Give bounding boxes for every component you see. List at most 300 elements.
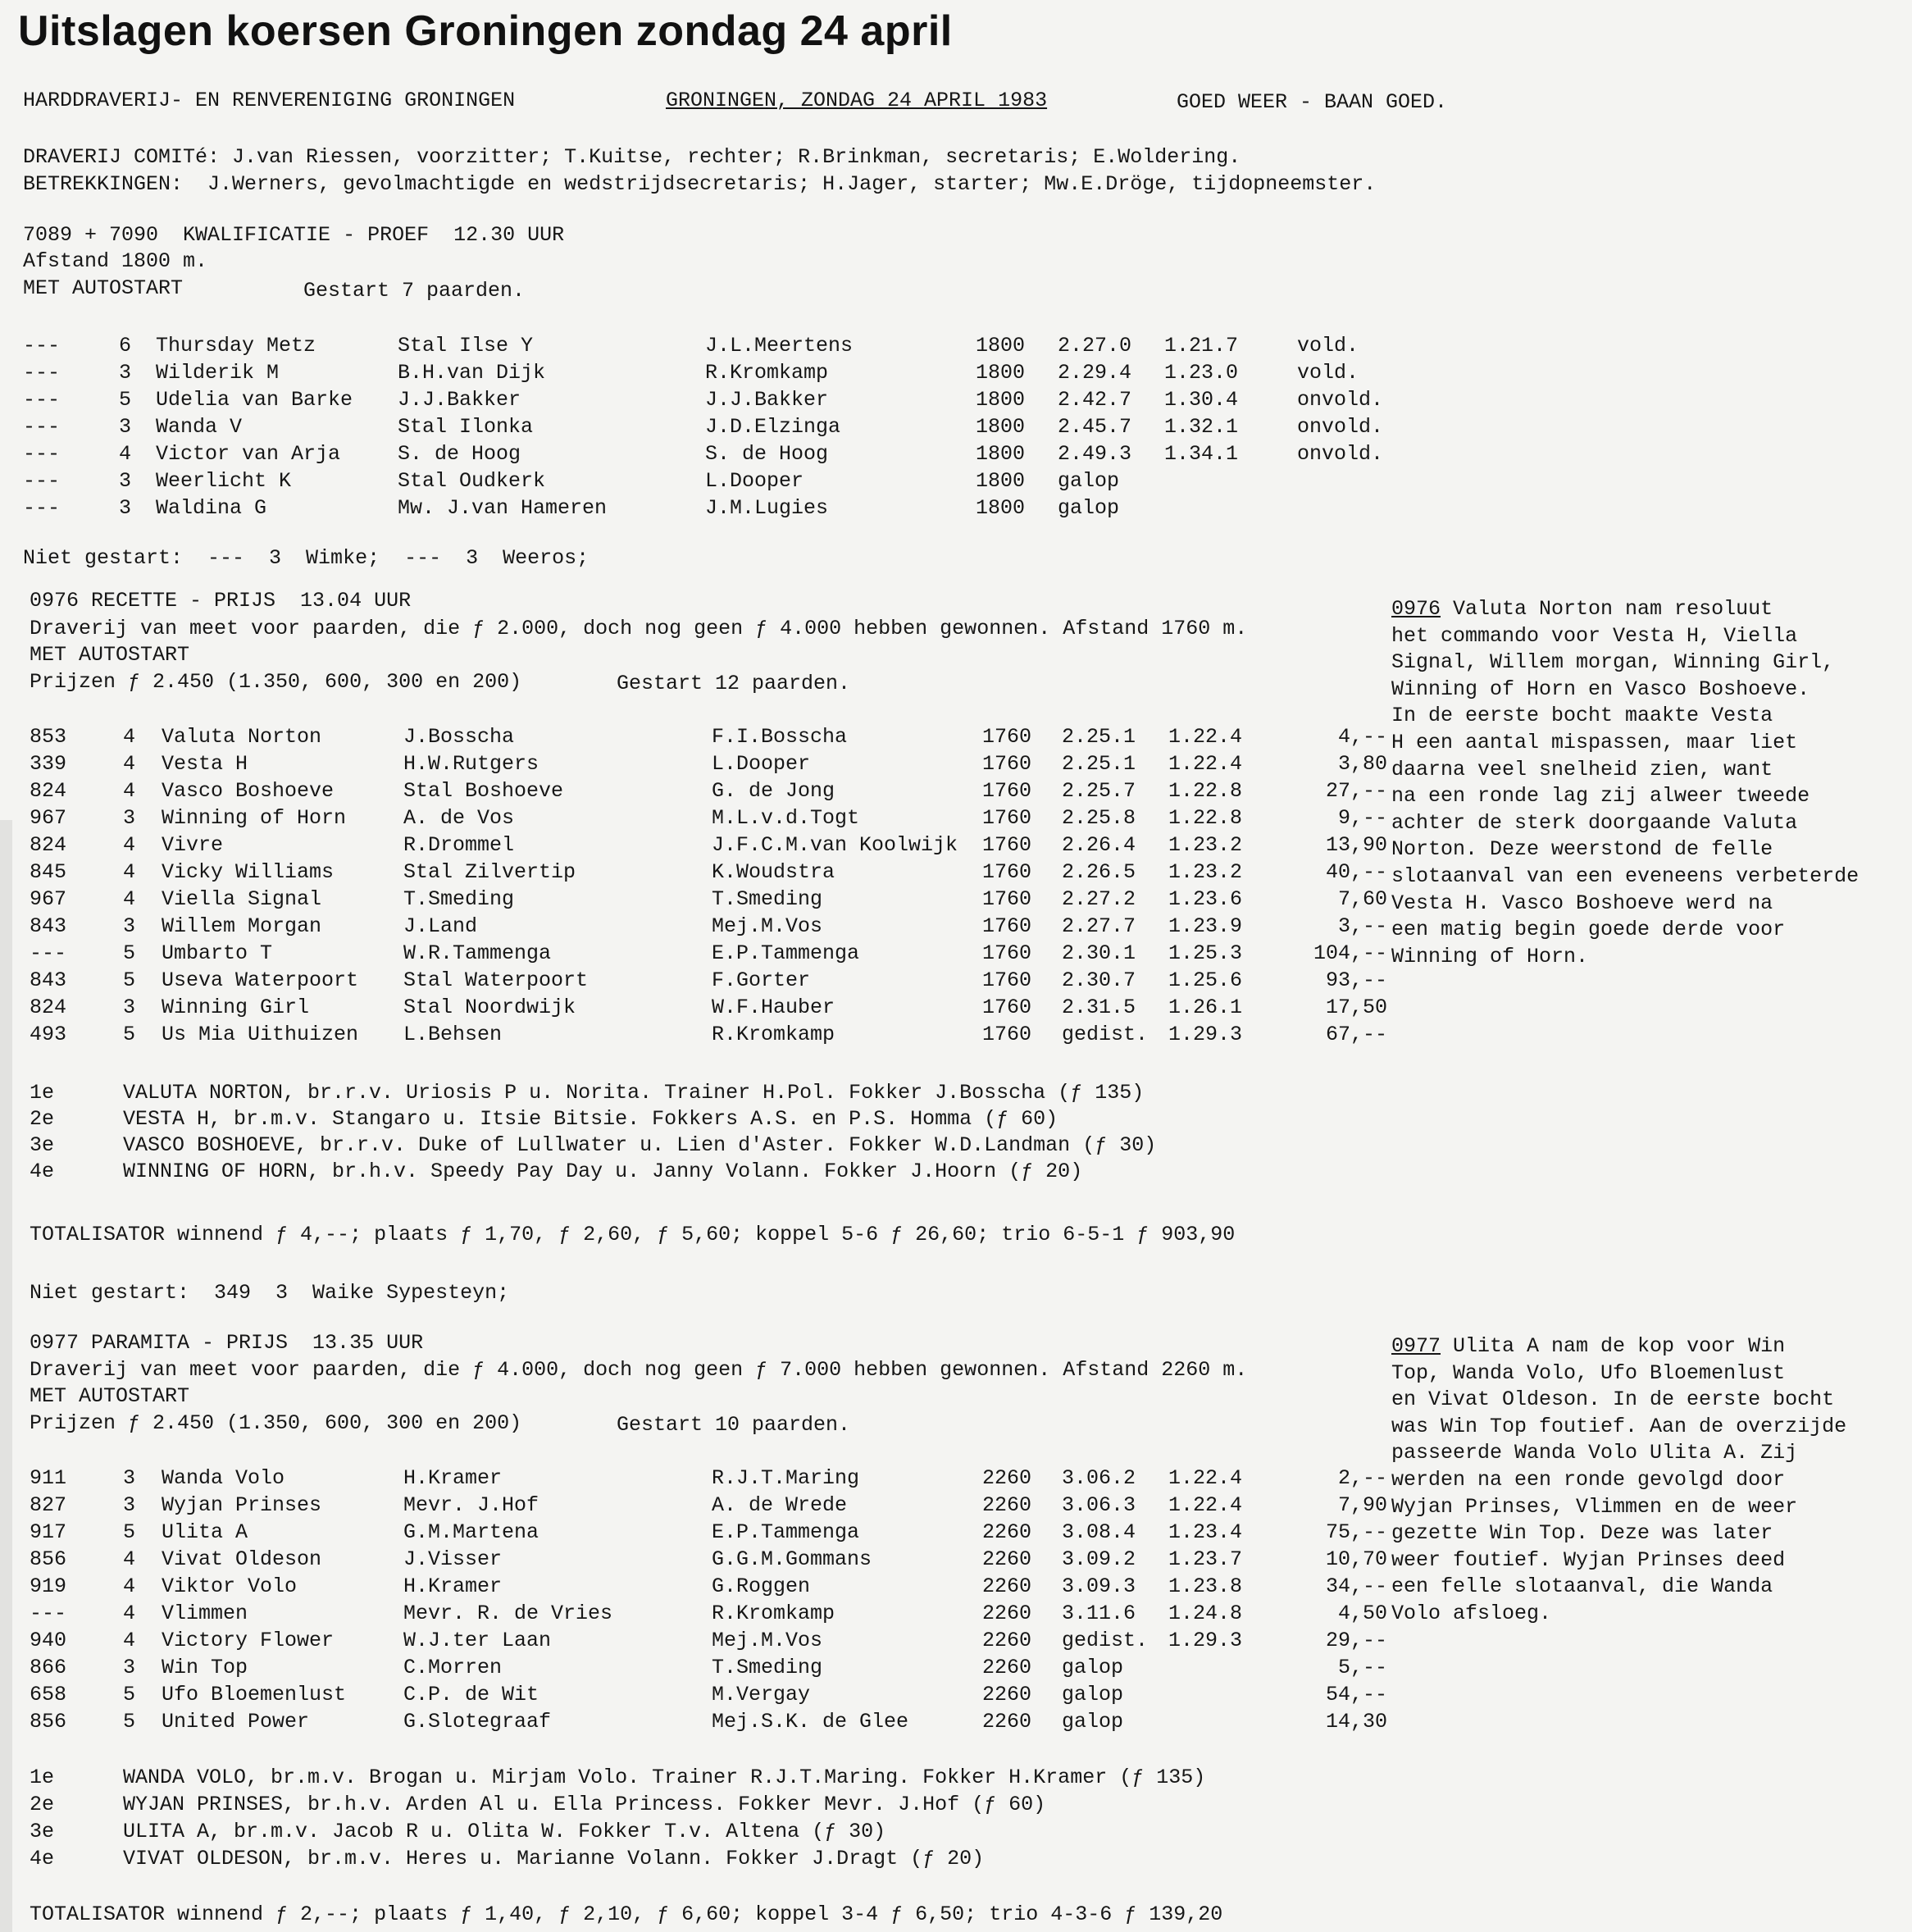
placing-description: VESTA H, br.m.v. Stangaro u. Itsie Bitsie. Fokkers A.S. en P.S. Homma (ƒ 60) [123, 1107, 1058, 1131]
table-row [0, 1574, 1394, 1602]
cell-age: 5 [123, 1023, 136, 1046]
table-row [0, 752, 1394, 779]
cell-horse: Winning of Horn [162, 806, 347, 830]
cell-dist: 2260 [982, 1710, 1032, 1734]
cell-time: 2.29.4 [1058, 361, 1132, 385]
place-date: GRONINGEN, ZONDAG 24 APRIL 1983 [666, 89, 1048, 112]
table-row [0, 725, 1394, 752]
cell-res: onvold. [1297, 415, 1384, 439]
cell-owner: W.R.Tammenga [403, 941, 552, 965]
cell-km: 1.23.8 [1168, 1574, 1243, 1598]
cell-time: 3.06.3 [1062, 1493, 1136, 1517]
cell-num: 827 [30, 1493, 67, 1517]
cell-km: 1.22.8 [1168, 806, 1243, 830]
cell-owner: Stal Waterpoort [403, 968, 589, 992]
cell-age: 4 [123, 725, 136, 749]
cell-km: 1.24.8 [1168, 1602, 1243, 1625]
race2-conditions: Draverij van meet voor paarden, die ƒ 2.000, doch nog geen ƒ 4.000 hebben gewonnen. Afstand 1760 m. [30, 617, 1248, 640]
cell-odds: 17,50 [1325, 996, 1387, 1019]
cell-odds: 5,-- [1337, 1656, 1387, 1679]
cell-odds: 7,90 [1337, 1493, 1387, 1517]
cell-horse: United Power [162, 1710, 310, 1734]
cell-driver: L.Dooper [705, 469, 804, 493]
cell-horse: Vivat Oldeson [162, 1547, 322, 1571]
race3-prizes: Prijzen ƒ 2.450 (1.350, 600, 300 en 200) [30, 1411, 522, 1435]
race2-not-started: Niet gestart: 349 3 Waike Sypesteyn; [30, 1281, 510, 1305]
race1-not-started: Niet gestart: --- 3 Wimke; --- 3 Weeros; [23, 546, 590, 570]
cell-km: 1.22.4 [1168, 752, 1243, 776]
cell-horse: Useva Waterpoort [162, 968, 359, 992]
cell-odds: 9,-- [1337, 806, 1387, 830]
cell-num: --- [23, 469, 61, 493]
cell-km: 1.23.2 [1168, 860, 1243, 884]
cell-km: 1.26.1 [1168, 996, 1243, 1019]
table-row [0, 1710, 1394, 1737]
table-row [0, 415, 1394, 442]
cell-horse: Vasco Boshoeve [162, 779, 335, 803]
race3-report-first-line: Ulita A nam de kop voor Win [1441, 1334, 1786, 1358]
cell-dist: 1760 [982, 1023, 1032, 1046]
cell-horse: Ulita A [162, 1520, 248, 1544]
cell-km: 1.29.3 [1168, 1629, 1243, 1652]
cell-age: 3 [123, 1493, 136, 1517]
cell-dist: 1760 [982, 752, 1032, 776]
race2-report-text: het commando voor Vesta H, Viella Signal, Willem morgan, Winning Girl, Winning of Horn en Vasco Boshoeve. In de eerste bocht maakte Vesta H een aantal mispassen, maar liet daarna veel snelheid zien, want na een ronde lag zij alweer tweede achter de sterk doorgaande Valuta Norton. Deze weerstond de felle slotaanval van een eveneens verbeterde Vesta H. Vasco Boshoeve werd na een matig begin goede derde voor Winning of Horn. [1391, 623, 1860, 968]
cell-km: 1.22.4 [1168, 1466, 1243, 1490]
cell-owner: Stal Boshoeve [403, 779, 564, 803]
cell-owner: L.Behsen [403, 1023, 503, 1046]
placing-position: 2e [30, 1107, 55, 1131]
cell-age: 3 [123, 1466, 136, 1490]
cell-num: 845 [30, 860, 67, 884]
cell-time: 2.27.7 [1062, 914, 1136, 938]
cell-time: 3.06.2 [1062, 1466, 1136, 1490]
cell-horse: Wanda V [156, 415, 243, 439]
cell-driver: M.Vergay [712, 1683, 811, 1706]
cell-num: 866 [30, 1656, 67, 1679]
cell-owner: J.Bosscha [403, 725, 515, 749]
cell-num: 856 [30, 1710, 67, 1734]
cell-horse: Win Top [162, 1656, 248, 1679]
race1-distance: Afstand 1800 m. [23, 249, 208, 273]
placing-position: 3e [30, 1820, 55, 1843]
cell-owner: Mevr. R. de Vries [403, 1602, 613, 1625]
cell-km: 1.25.3 [1168, 941, 1243, 965]
table-row [0, 334, 1394, 361]
cell-odds: 67,-- [1325, 1023, 1387, 1046]
placing-description: WANDA VOLO, br.m.v. Brogan u. Mirjam Volo. Trainer R.J.T.Maring. Fokker H.Kramer (ƒ 135) [123, 1766, 1206, 1789]
table-row [0, 1023, 1394, 1050]
race3-start-type: MET AUTOSTART [30, 1384, 190, 1408]
cell-dist: 1800 [976, 469, 1026, 493]
cell-km: 1.23.2 [1168, 833, 1243, 857]
cell-num: 919 [30, 1574, 67, 1598]
cell-driver: Mej.M.Vos [712, 1629, 823, 1652]
cell-age: 4 [123, 860, 136, 884]
cell-time: 3.09.3 [1062, 1574, 1136, 1598]
cell-driver: G. de Jong [712, 779, 835, 803]
cell-odds: 29,-- [1325, 1629, 1387, 1652]
cell-res: vold. [1297, 334, 1359, 358]
table-row [0, 968, 1394, 996]
cell-km: 1.32.1 [1164, 415, 1239, 439]
cell-num: 824 [30, 833, 67, 857]
cell-dist: 2260 [982, 1547, 1032, 1571]
cell-time: 2.25.1 [1062, 752, 1136, 776]
committee-line: DRAVERIJ COMITé: J.van Riessen, voorzitter; T.Kuitse, rechter; R.Brinkman, secretaris; E.Woldering. [23, 145, 1241, 169]
cell-owner: C.Morren [403, 1656, 503, 1679]
table-row [0, 1629, 1394, 1656]
cell-age: 6 [119, 334, 132, 358]
cell-km: 1.23.9 [1168, 914, 1243, 938]
race3-started-count: Gestart 10 paarden. [617, 1413, 851, 1437]
cell-age: 5 [123, 941, 136, 965]
placing-position: 3e [30, 1133, 55, 1157]
race1-started-count: Gestart 7 paarden. [303, 279, 526, 303]
cell-dist: 1800 [976, 361, 1026, 385]
cell-owner: Mevr. J.Hof [403, 1493, 539, 1517]
table-row [0, 1602, 1394, 1629]
table-row [0, 941, 1394, 968]
cell-num: --- [30, 1602, 67, 1625]
cell-driver: F.I.Bosscha [712, 725, 848, 749]
cell-dist: 2260 [982, 1629, 1032, 1652]
cell-km: 1.23.0 [1164, 361, 1239, 385]
placing-position: 1e [30, 1081, 55, 1105]
cell-horse: Vesta H [162, 752, 248, 776]
cell-horse: Wanda Volo [162, 1466, 285, 1490]
cell-dist: 1760 [982, 779, 1032, 803]
cell-odds: 2,-- [1337, 1466, 1387, 1490]
cell-driver: G.G.M.Gommans [712, 1547, 872, 1571]
cell-odds: 3,-- [1337, 914, 1387, 938]
cell-num: 658 [30, 1683, 67, 1706]
cell-age: 4 [123, 779, 136, 803]
cell-dist: 1760 [982, 914, 1032, 938]
cell-odds: 3,80 [1337, 752, 1387, 776]
cell-horse: Viktor Volo [162, 1574, 298, 1598]
cell-age: 5 [119, 388, 132, 412]
cell-driver: M.L.v.d.Togt [712, 806, 860, 830]
cell-owner: A. de Vos [403, 806, 515, 830]
cell-time: 2.42.7 [1058, 388, 1132, 412]
cell-res: vold. [1297, 361, 1359, 385]
cell-driver: J.L.Meertens [705, 334, 854, 358]
cell-time: 3.09.2 [1062, 1547, 1136, 1571]
cell-odds: 10,70 [1325, 1547, 1387, 1571]
cell-dist: 2260 [982, 1683, 1032, 1706]
cell-driver: Mej.M.Vos [712, 914, 823, 938]
table-row [0, 833, 1394, 860]
officials-line: BETREKKINGEN: J.Werners, gevolmachtigde en wedstrijdsecretaris; H.Jager, starter; Mw.E.Dröge, tijdopneemster. [23, 172, 1377, 196]
race3-report-code: 0977 [1391, 1334, 1441, 1358]
cell-num: 339 [30, 752, 67, 776]
cell-driver: K.Woudstra [712, 860, 835, 884]
cell-km: 1.34.1 [1164, 442, 1239, 466]
race2-report [1391, 596, 1912, 970]
cell-time: 2.26.5 [1062, 860, 1136, 884]
cell-num: 493 [30, 1023, 67, 1046]
cell-time: galop [1062, 1710, 1124, 1734]
table-row [0, 1547, 1394, 1574]
cell-time: 2.31.5 [1062, 996, 1136, 1019]
cell-num: 824 [30, 996, 67, 1019]
table-row [0, 779, 1394, 806]
cell-num: 967 [30, 887, 67, 911]
cell-owner: T.Smeding [403, 887, 515, 911]
table-row [0, 1466, 1394, 1493]
cell-num: 824 [30, 779, 67, 803]
table-row [0, 496, 1394, 523]
placing-description: VASCO BOSHOEVE, br.r.v. Duke of Lullwater u. Lien d'Aster. Fokker W.D.Landman (ƒ 30) [123, 1133, 1157, 1157]
cell-age: 4 [123, 1629, 136, 1652]
cell-num: --- [23, 415, 61, 439]
cell-dist: 2260 [982, 1602, 1032, 1625]
cell-km: 1.22.4 [1168, 1493, 1243, 1517]
race2-started-count: Gestart 12 paarden. [617, 672, 851, 695]
cell-owner: H.Kramer [403, 1466, 503, 1490]
cell-num: 843 [30, 968, 67, 992]
cell-odds: 27,-- [1325, 779, 1387, 803]
cell-odds: 14,30 [1325, 1710, 1387, 1734]
cell-age: 5 [123, 1520, 136, 1544]
cell-horse: Thursday Metz [156, 334, 316, 358]
cell-age: 4 [119, 442, 132, 466]
cell-age: 3 [119, 415, 132, 439]
cell-owner: Mw. J.van Hameren [398, 496, 608, 520]
cell-res: onvold. [1297, 442, 1384, 466]
cell-time: 2.25.8 [1062, 806, 1136, 830]
cell-driver: Mej.S.K. de Glee [712, 1710, 909, 1734]
race2-prizes: Prijzen ƒ 2.450 (1.350, 600, 300 en 200) [30, 670, 522, 694]
cell-age: 5 [123, 1683, 136, 1706]
cell-km: 1.29.3 [1168, 1023, 1243, 1046]
cell-time: 2.49.3 [1058, 442, 1132, 466]
cell-km: 1.23.6 [1168, 887, 1243, 911]
cell-age: 3 [119, 361, 132, 385]
cell-driver: R.Kromkamp [712, 1602, 835, 1625]
cell-age: 3 [119, 469, 132, 493]
cell-dist: 2260 [982, 1574, 1032, 1598]
placing-description: WINNING OF HORN, br.h.v. Speedy Pay Day u. Janny Volann. Fokker J.Hoorn (ƒ 20) [123, 1160, 1083, 1183]
placing-position: 2e [30, 1793, 55, 1816]
cell-driver: E.P.Tammenga [712, 941, 860, 965]
cell-driver: J.M.Lugies [705, 496, 829, 520]
table-row [0, 1493, 1394, 1520]
race3-conditions: Draverij van meet voor paarden, die ƒ 4.000, doch nog geen ƒ 7.000 hebben gewonnen. Afstand 2260 m. [30, 1358, 1248, 1382]
cell-km: 1.25.6 [1168, 968, 1243, 992]
cell-driver: T.Smeding [712, 1656, 823, 1679]
cell-dist: 1800 [976, 334, 1026, 358]
cell-odds: 93,-- [1325, 968, 1387, 992]
cell-time: galop [1062, 1656, 1124, 1679]
cell-num: --- [23, 496, 61, 520]
cell-owner: Stal Oudkerk [398, 469, 546, 493]
cell-owner: G.M.Martena [403, 1520, 539, 1544]
cell-driver: J.F.C.M.van Koolwijk [712, 833, 958, 857]
race1-start-type: MET AUTOSTART [23, 276, 184, 300]
table-row [0, 361, 1394, 388]
cell-owner: Stal Noordwijk [403, 996, 576, 1019]
cell-dist: 2260 [982, 1493, 1032, 1517]
cell-res: onvold. [1297, 388, 1384, 412]
cell-time: galop [1058, 496, 1120, 520]
cell-owner: R.Drommel [403, 833, 515, 857]
cell-driver: E.P.Tammenga [712, 1520, 860, 1544]
cell-owner: H.W.Rutgers [403, 752, 539, 776]
cell-time: gedist. [1062, 1629, 1149, 1652]
cell-num: 843 [30, 914, 67, 938]
cell-horse: Wyjan Prinses [162, 1493, 322, 1517]
cell-driver: R.Kromkamp [705, 361, 829, 385]
cell-age: 4 [123, 833, 136, 857]
cell-owner: J.Visser [403, 1547, 503, 1571]
cell-num: 911 [30, 1466, 67, 1490]
cell-odds: 54,-- [1325, 1683, 1387, 1706]
cell-age: 4 [123, 752, 136, 776]
cell-owner: H.Kramer [403, 1574, 503, 1598]
cell-num: --- [23, 388, 61, 412]
cell-driver: G.Roggen [712, 1574, 811, 1598]
cell-odds: 40,-- [1325, 860, 1387, 884]
cell-num: --- [23, 334, 61, 358]
cell-dist: 1800 [976, 496, 1026, 520]
cell-time: 2.26.4 [1062, 833, 1136, 857]
race3-report [1391, 1333, 1912, 1628]
cell-km: 1.23.4 [1168, 1520, 1243, 1544]
cell-dist: 1800 [976, 415, 1026, 439]
cell-age: 3 [123, 806, 136, 830]
race2-heading: 0976 RECETTE - PRIJS 13.04 UUR [30, 589, 412, 613]
race2-totalisator: TOTALISATOR winnend ƒ 4,--; plaats ƒ 1,70, ƒ 2,60, ƒ 5,60; koppel 5-6 ƒ 26,60; trio 6-5-1 ƒ 903,90 [30, 1223, 1236, 1246]
cell-owner: Stal Zilvertip [403, 860, 576, 884]
cell-driver: S. de Hoog [705, 442, 829, 466]
cell-horse: Waldina G [156, 496, 267, 520]
cell-time: gedist. [1062, 1023, 1149, 1046]
cell-horse: Victory Flower [162, 1629, 335, 1652]
race1-heading: 7089 + 7090 KWALIFICATIE - PROEF 12.30 UUR [23, 223, 565, 247]
cell-dist: 1760 [982, 725, 1032, 749]
cell-dist: 1760 [982, 968, 1032, 992]
placing-description: ULITA A, br.m.v. Jacob R u. Olita W. Fokker T.v. Altena (ƒ 30) [123, 1820, 886, 1843]
cell-driver: R.J.T.Maring [712, 1466, 860, 1490]
cell-time: 2.27.2 [1062, 887, 1136, 911]
cell-driver: W.F.Hauber [712, 996, 835, 1019]
race3-heading: 0977 PARAMITA - PRIJS 13.35 UUR [30, 1331, 424, 1355]
cell-num: 853 [30, 725, 67, 749]
cell-num: 917 [30, 1520, 67, 1544]
cell-driver: T.Smeding [712, 887, 823, 911]
placing-description: VIVAT OLDESON, br.m.v. Heres u. Marianne Volann. Fokker J.Dragt (ƒ 20) [123, 1847, 985, 1870]
cell-num: 940 [30, 1629, 67, 1652]
table-row [0, 996, 1394, 1023]
placing-description: WYJAN PRINSES, br.h.v. Arden Al u. Ella Princess. Fokker Mevr. J.Hof (ƒ 60) [123, 1793, 1046, 1816]
cell-dist: 2260 [982, 1466, 1032, 1490]
cell-dist: 1760 [982, 996, 1032, 1019]
race3-report-text: Top, Wanda Volo, Ufo Bloemenlust en Vivat Oldeson. In de eerste bocht was Win Top foutief. Aan de overzijde passeerde Wanda Volo Ulita A. Zij werden na een ronde gevolgd door Wyjan Prinses, Vlimmen en de weer gezette Win Top. Deze was later weer foutief. Wyjan Prinses deed een felle slotaanval, die Wanda Volo afsloeg. [1391, 1360, 1847, 1625]
cell-age: 4 [123, 1574, 136, 1598]
cell-horse: Willem Morgan [162, 914, 322, 938]
cell-age: 4 [123, 1547, 136, 1571]
cell-age: 3 [123, 914, 136, 938]
cell-time: 2.27.0 [1058, 334, 1132, 358]
cell-time: 2.25.7 [1062, 779, 1136, 803]
cell-km: 1.22.8 [1168, 779, 1243, 803]
organizer: HARDDRAVERIJ- EN RENVERENIGING GRONINGEN [23, 89, 516, 112]
table-row [0, 860, 1394, 887]
page-title: Uitslagen koersen Groningen zondag 24 april [18, 7, 953, 55]
placing-description: VALUTA NORTON, br.r.v. Uriosis P u. Norita. Trainer H.Pol. Fokker J.Bosscha (ƒ 135) [123, 1081, 1145, 1105]
cell-time: 2.30.1 [1062, 941, 1136, 965]
cell-km: 1.21.7 [1164, 334, 1239, 358]
table-row [0, 1656, 1394, 1683]
placing-position: 4e [30, 1847, 55, 1870]
cell-horse: Wilderik M [156, 361, 280, 385]
cell-num: --- [23, 361, 61, 385]
cell-dist: 1760 [982, 941, 1032, 965]
cell-time: 2.25.1 [1062, 725, 1136, 749]
cell-odds: 4,50 [1337, 1602, 1387, 1625]
table-row [0, 388, 1394, 415]
cell-owner: C.P. de Wit [403, 1683, 539, 1706]
cell-owner: B.H.van Dijk [398, 361, 546, 385]
cell-horse: Winning Girl [162, 996, 310, 1019]
cell-driver: F.Gorter [712, 968, 811, 992]
cell-owner: J.Land [403, 914, 478, 938]
weather-track: GOED WEER - BAAN GOED. [1177, 90, 1448, 114]
cell-horse: Ufo Bloemenlust [162, 1683, 347, 1706]
cell-age: 4 [123, 887, 136, 911]
cell-age: 5 [123, 1710, 136, 1734]
cell-dist: 1760 [982, 833, 1032, 857]
cell-driver: L.Dooper [712, 752, 811, 776]
table-row [0, 1683, 1394, 1710]
cell-horse: Viella Signal [162, 887, 322, 911]
table-row [0, 469, 1394, 496]
cell-time: galop [1058, 469, 1120, 493]
cell-horse: Weerlicht K [156, 469, 292, 493]
placing-position: 4e [30, 1160, 55, 1183]
table-row [0, 1520, 1394, 1547]
cell-odds: 7,60 [1337, 887, 1387, 911]
placing-position: 1e [30, 1766, 55, 1789]
cell-driver: A. de Wrede [712, 1493, 848, 1517]
cell-owner: W.J.ter Laan [403, 1629, 552, 1652]
cell-age: 3 [119, 496, 132, 520]
cell-time: 2.30.7 [1062, 968, 1136, 992]
cell-odds: 13,90 [1325, 833, 1387, 857]
cell-age: 5 [123, 968, 136, 992]
cell-odds: 75,-- [1325, 1520, 1387, 1544]
cell-dist: 1800 [976, 388, 1026, 412]
cell-horse: Udelia van Barke [156, 388, 353, 412]
cell-owner: Stal Ilonka [398, 415, 534, 439]
cell-time: 3.11.6 [1062, 1602, 1136, 1625]
table-row [0, 887, 1394, 914]
cell-driver: R.Kromkamp [712, 1023, 835, 1046]
cell-time: galop [1062, 1683, 1124, 1706]
cell-owner: Stal Ilse Y [398, 334, 534, 358]
cell-dist: 1760 [982, 860, 1032, 884]
cell-num: --- [23, 442, 61, 466]
cell-age: 3 [123, 996, 136, 1019]
cell-age: 3 [123, 1656, 136, 1679]
cell-horse: Vicky Williams [162, 860, 335, 884]
cell-km: 1.23.7 [1168, 1547, 1243, 1571]
cell-dist: 1760 [982, 806, 1032, 830]
cell-odds: 4,-- [1337, 725, 1387, 749]
cell-dist: 2260 [982, 1520, 1032, 1544]
